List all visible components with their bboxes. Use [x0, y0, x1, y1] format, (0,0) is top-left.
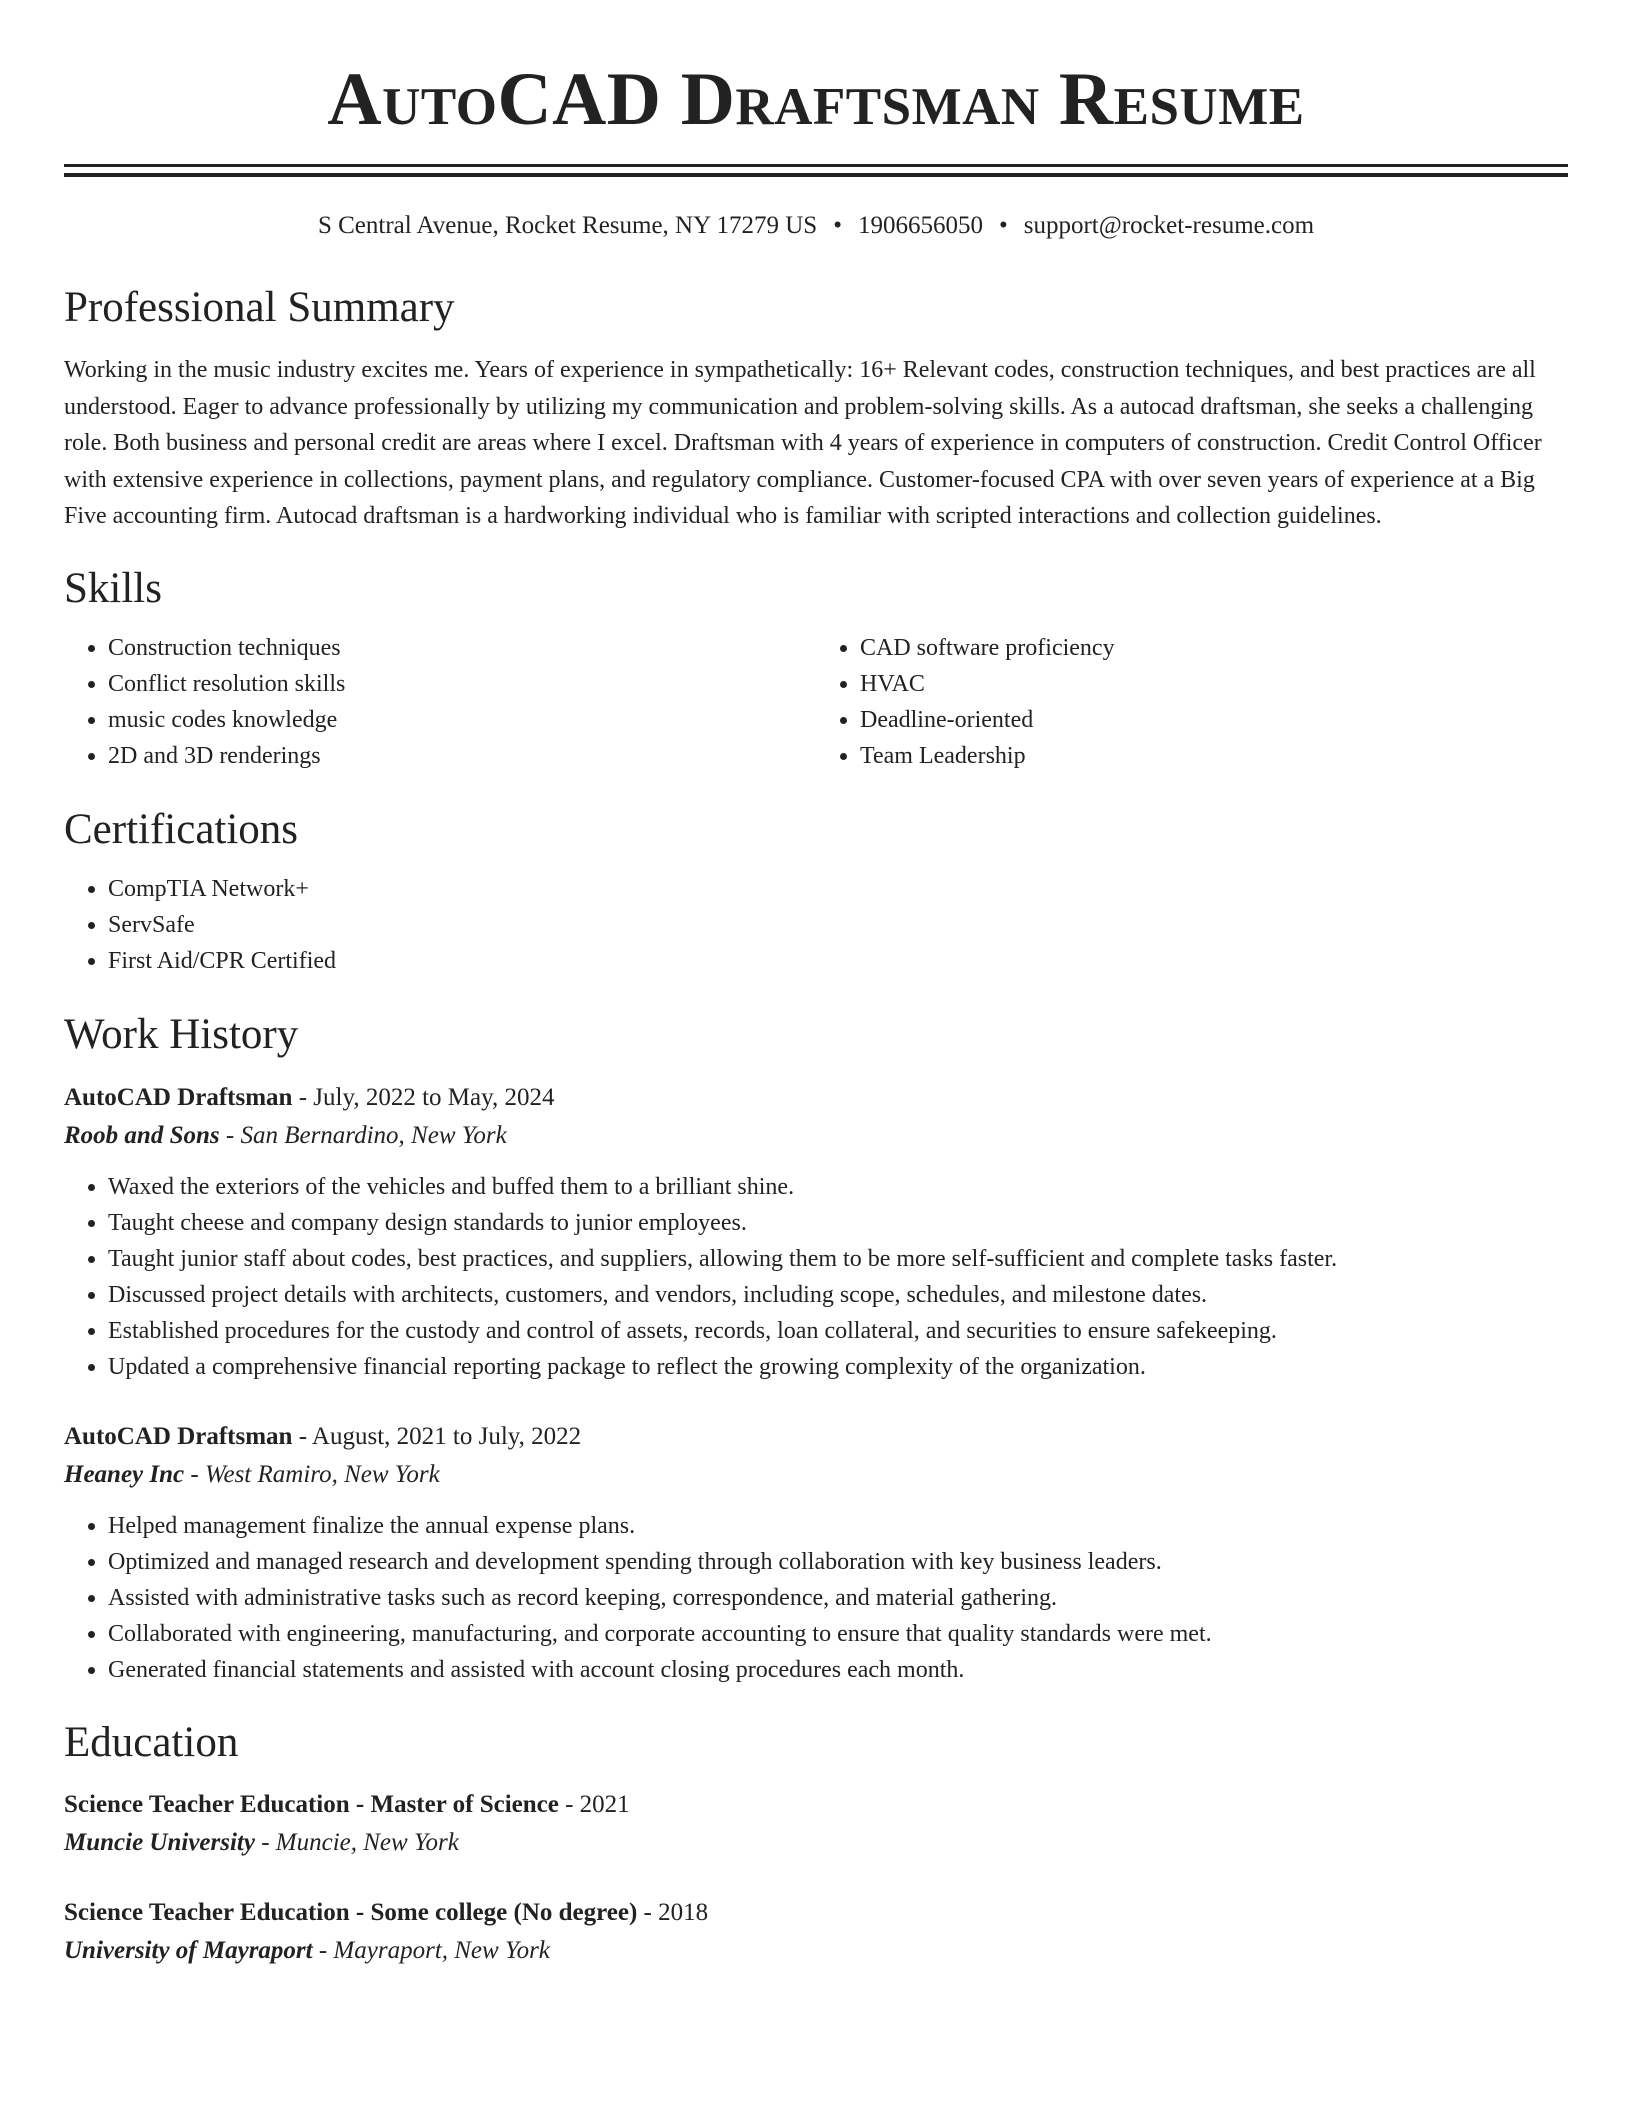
certification-item: • CompTIA Network+ — [108, 871, 1568, 907]
school-location: - Mayraport, New York — [312, 1936, 550, 1964]
skill-item: • Deadline-oriented — [860, 702, 1568, 738]
degree-year: - 2021 — [558, 1790, 630, 1818]
job-title-line — [64, 1079, 1568, 1117]
job-dates: - August, 2021 to July, 2022 — [292, 1422, 582, 1450]
school-name: University of Mayraport — [64, 1936, 313, 1964]
school-line — [64, 1824, 1568, 1862]
job-bullet: • Collaborated with engineering, manufacturing, and corporate accounting to ensure that quality standards were met. — [108, 1616, 1568, 1652]
skill-item: • 2D and 3D renderings — [108, 738, 816, 774]
certifications-list — [64, 871, 1568, 979]
job-entry — [64, 1079, 1568, 1385]
contact-line — [64, 210, 1568, 242]
skill-item: • Team Leadership — [860, 738, 1568, 774]
contact-separator: • — [998, 212, 1008, 239]
title-divider-top — [64, 164, 1568, 167]
job-bullet: • Waxed the exteriors of the vehicles and buffed them to a brilliant shine. — [108, 1169, 1568, 1205]
work-history-heading: Work History — [64, 1010, 299, 1058]
job-bullet: • Updated a comprehensive financial reporting package to reflect the growing complexity of the organization. — [108, 1349, 1568, 1385]
job-bullet: • Helped management finalize the annual expense plans. — [108, 1508, 1568, 1544]
skills-grid — [64, 630, 1568, 774]
degree-name: Science Teacher Education - Some college (No degree) — [64, 1898, 638, 1926]
job-bullet: • Optimized and managed research and development spending through collaboration with key business leaders. — [108, 1544, 1568, 1580]
school-location: - Muncie, New York — [254, 1828, 459, 1856]
company-line — [64, 1456, 1568, 1494]
skill-item: • Construction techniques — [108, 630, 816, 666]
skills-heading: Skills — [64, 564, 162, 612]
company-location: - West Ramiro, New York — [184, 1460, 440, 1488]
company-name: Heaney Inc — [64, 1460, 185, 1488]
summary-heading: Professional Summary — [64, 284, 455, 331]
skill-item: • music codes knowledge — [108, 702, 816, 738]
job-bullets — [64, 1508, 1568, 1688]
degree-year: - 2018 — [637, 1898, 709, 1926]
skill-item: • CAD software proficiency — [860, 630, 1568, 666]
school-line — [64, 1932, 1568, 1970]
job-bullet: • Generated financial statements and assisted with account closing procedures each month. — [108, 1652, 1568, 1688]
company-name: Roob and Sons — [64, 1121, 220, 1149]
skill-item: • HVAC — [860, 666, 1568, 702]
education-entry — [64, 1894, 1568, 1970]
job-bullet: • Taught junior staff about codes, best practices, and suppliers, allowing them to be more self-sufficient and complete tasks faster. — [108, 1241, 1568, 1277]
job-title: AutoCAD Draftsman — [64, 1083, 293, 1111]
contact-address: S Central Avenue, Rocket Resume, NY 17279 US — [317, 212, 818, 239]
degree-name: Science Teacher Education - Master of Science — [64, 1790, 559, 1818]
certification-item: • ServSafe — [108, 907, 1568, 943]
skill-item: • Conflict resolution skills — [108, 666, 816, 702]
contact-phone: 1906656050 — [857, 212, 983, 239]
job-bullet: • Established procedures for the custody and control of assets, records, loan collateral, and securities to ensure safekeeping. — [108, 1313, 1568, 1349]
job-title: AutoCAD Draftsman — [64, 1422, 293, 1450]
skills-list-left — [64, 630, 816, 774]
certification-item: • First Aid/CPR Certified — [108, 943, 1568, 979]
degree-line — [64, 1894, 1568, 1932]
certifications-heading: Certifications — [64, 805, 299, 853]
job-bullets — [64, 1169, 1568, 1385]
job-entry — [64, 1418, 1568, 1688]
education-heading: Education — [64, 1718, 239, 1766]
contact-separator: • — [833, 212, 842, 239]
resume-title: AutoCAD Draftsman Resume — [327, 58, 1305, 141]
company-line — [64, 1117, 1568, 1155]
job-dates: - July, 2022 to May, 2024 — [292, 1083, 555, 1111]
company-location: - San Bernardino, New York — [219, 1121, 507, 1149]
contact-email: support@rocket-resume.com — [1023, 212, 1315, 239]
job-bullet: • Assisted with administrative tasks such as record keeping, correspondence, and material gathering. — [108, 1580, 1568, 1616]
job-bullet: • Discussed project details with architects, customers, and vendors, including scope, schedules, and milestone dates. — [108, 1277, 1568, 1313]
job-title-line — [64, 1418, 1568, 1456]
degree-line — [64, 1786, 1568, 1824]
skills-list-right — [816, 630, 1568, 774]
summary-text: Working in the music industry excites me. Years of experience in sympathetically: 16+ Relevant codes, construction techniques, and best practices are all understood. Eager to advance professionally by utilizing my communication and problem-solving skills. As a autocad draftsman, she seeks a challenging role. Both business and personal credit are areas where I excel. Draftsman with 4 years of experience in computers of construction. Credit Control Officer with extensive experience in collections, payment plans, and regulatory compliance. Customer-focused CPA with over seven years of experience at a Big Five accounting firm. Autocad draftsman is a hardworking individual who is familiar with scripted interactions and collection guidelines. — [64, 357, 1542, 529]
job-bullet: • Taught cheese and company design standards to junior employees. — [108, 1205, 1568, 1241]
education-entry — [64, 1786, 1568, 1862]
school-name: Muncie University — [64, 1828, 255, 1856]
title-divider-bottom — [64, 173, 1568, 177]
